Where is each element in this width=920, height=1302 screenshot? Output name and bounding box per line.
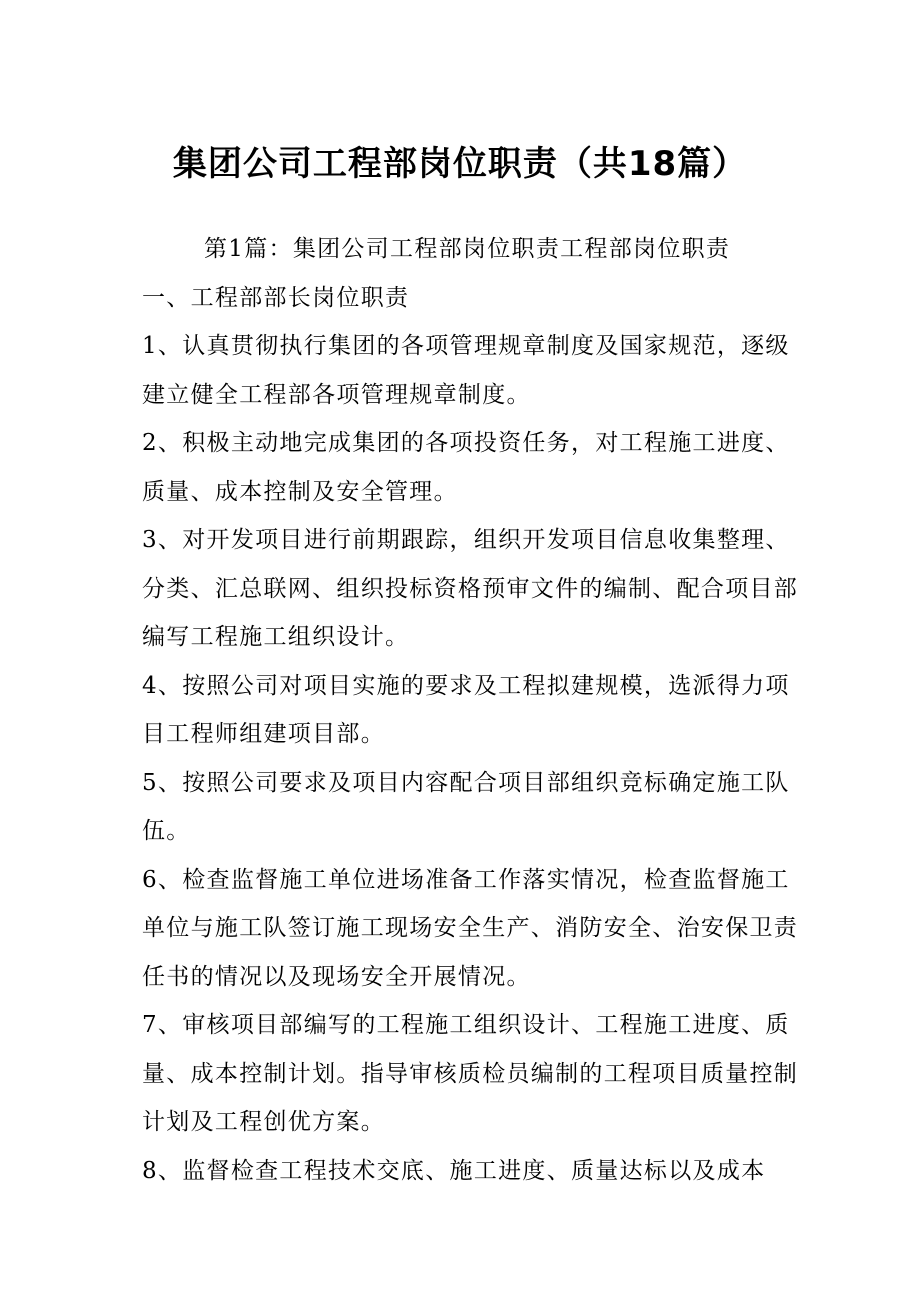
duty-item: 8、监督检查工程技术交底、施工进度、质量达标以及成本 <box>142 1157 766 1184</box>
document-title: 集团公司工程部岗位职责（共18篇） <box>172 144 748 184</box>
section-heading: 一、工程部部长岗位职责 <box>142 284 410 311</box>
duty-item: 1、认真贯彻执行集团的各项管理规章制度及国家规范，逐级建立健全工程部各项管理规章制度。 <box>142 333 790 408</box>
duty-item: 2、积极主动地完成集团的各项投资任务，对工程施工进度、质量、成本控制及安全管理。 <box>142 430 790 505</box>
chapter-subtitle: 第1篇：集团公司工程部岗位职责工程部岗位职责 <box>204 236 731 262</box>
duty-item: 7、审核项目部编写的工程施工组织设计、工程施工进度、质量、成本控制计划。指导审核质检员编制的工程项目质量控制计划及工程创优方案。 <box>142 1012 799 1135</box>
duty-item: 6、检查监督施工单位进场准备工作落实情况，检查监督施工单位与施工队签订施工现场安全生产、消防安全、治安保卫责任书的情况以及现场安全开展情况。 <box>142 866 799 990</box>
duty-item: 3、对开发项目进行前期跟踪，组织开发项目信息收集整理、分类、汇总联网、组织投标资格预审文件的编制、配合项目部编写工程施工组织设计。 <box>142 527 799 650</box>
document-body <box>142 225 802 1195</box>
duty-item: 5、按照公司要求及项目内容配合项目部组织竞标确定施工队伍。 <box>142 769 790 844</box>
duty-item: 4、按照公司对项目实施的要求及工程拟建规模，选派得力项目工程师组建项目部。 <box>142 672 790 747</box>
